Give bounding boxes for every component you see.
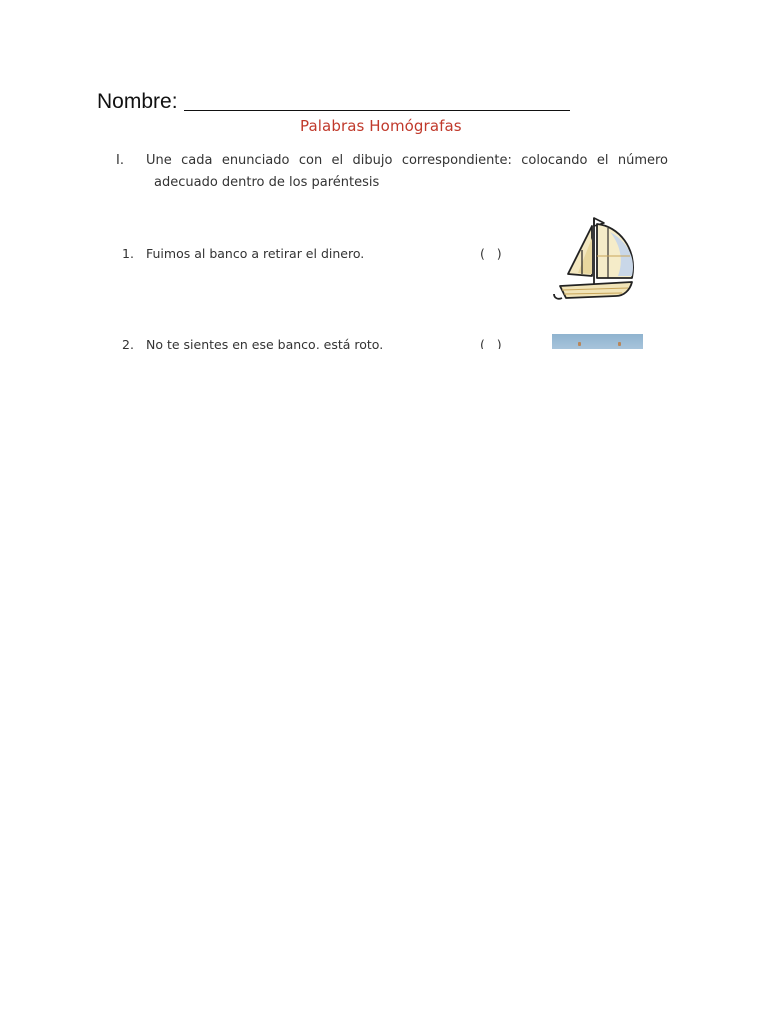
bench-photo-image	[552, 334, 643, 349]
worksheet-title: Palabras Homógrafas	[300, 117, 462, 135]
name-line[interactable]	[184, 110, 570, 111]
exercise-text: Fuimos al banco a retirar el dinero.	[146, 246, 365, 261]
exercise-text: No te sientes en ese banco, está roto.	[146, 337, 384, 349]
name-label: Nombre:	[97, 90, 178, 113]
exercise-number: 1.	[122, 246, 134, 261]
exercise-item	[122, 337, 383, 349]
name-row	[97, 90, 570, 114]
instructions-line-1: Une cada enunciado con el dibujo correspondiente: colocando el número	[146, 153, 668, 168]
exercise-item	[122, 246, 364, 261]
sailboat-image	[548, 212, 644, 304]
photo-detail	[618, 342, 621, 346]
instructions-line-2: adecuado dentro de los paréntesis	[154, 175, 380, 190]
cropped-row	[0, 334, 768, 349]
answer-parentheses[interactable]: ( )	[480, 246, 502, 261]
photo-detail	[578, 342, 581, 346]
exercise-number: 2.	[122, 337, 134, 349]
answer-parentheses[interactable]: ( )	[480, 337, 502, 349]
instructions-number: I.	[116, 153, 124, 168]
